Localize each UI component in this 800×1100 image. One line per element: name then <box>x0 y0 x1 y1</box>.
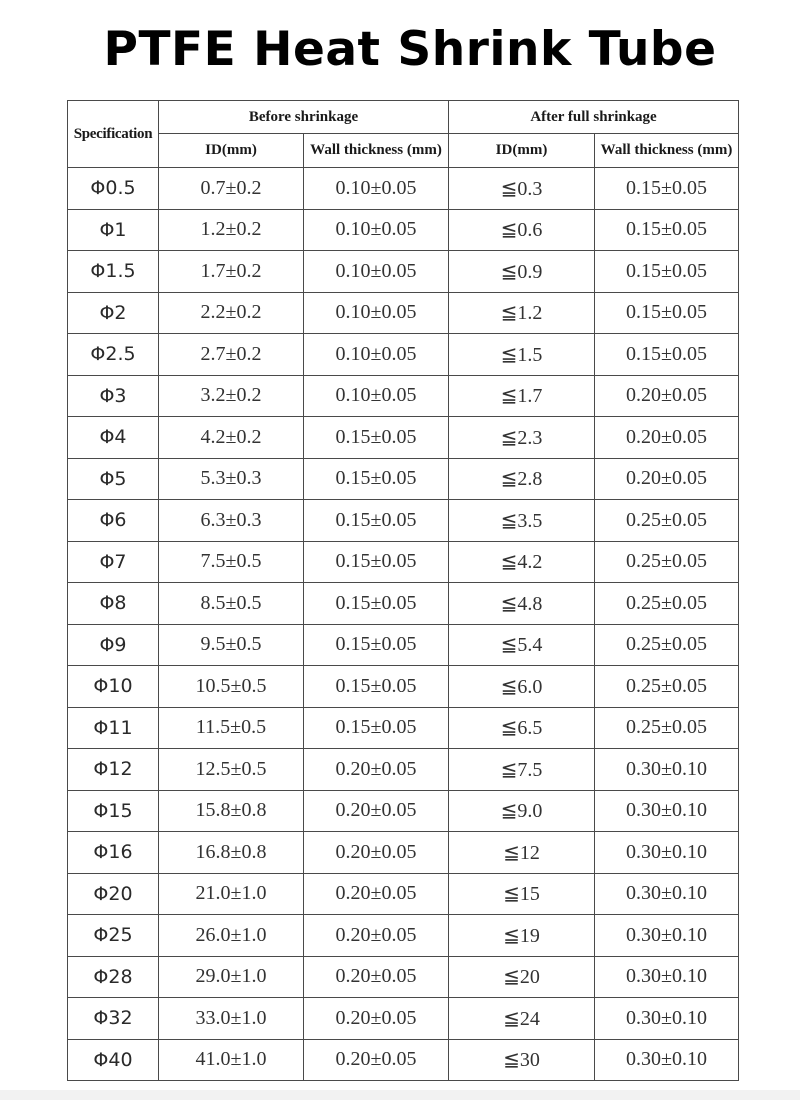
table-row <box>68 790 739 832</box>
cell-after-wall: 0.25±0.05 <box>595 624 739 666</box>
cell-after-id: ≦30 <box>449 1039 595 1081</box>
cell-after-wall: 0.30±0.10 <box>595 1039 739 1081</box>
header-before-id: ID(mm) <box>159 134 304 168</box>
cell-specification: Φ16 <box>68 832 159 874</box>
cell-before-id: 5.3±0.3 <box>159 458 304 500</box>
cell-before-wall: 0.20±0.05 <box>304 956 449 998</box>
table-row <box>68 915 739 957</box>
cell-before-wall: 0.15±0.05 <box>304 583 449 625</box>
cell-before-wall: 0.15±0.05 <box>304 707 449 749</box>
cell-specification: Φ28 <box>68 956 159 998</box>
cell-after-id: ≦24 <box>449 998 595 1040</box>
cell-after-wall: 0.30±0.10 <box>595 873 739 915</box>
header-after-shrinkage: After full shrinkage <box>449 101 739 134</box>
cell-after-id: ≦4.2 <box>449 541 595 583</box>
cell-after-wall: 0.15±0.05 <box>595 168 739 210</box>
cell-specification: Φ32 <box>68 998 159 1040</box>
cell-specification: Φ6 <box>68 500 159 542</box>
cell-before-id: 6.3±0.3 <box>159 500 304 542</box>
cell-specification: Φ4 <box>68 417 159 459</box>
cell-specification: Φ20 <box>68 873 159 915</box>
table-body <box>68 168 739 1081</box>
cell-before-wall: 0.15±0.05 <box>304 541 449 583</box>
cell-after-id: ≦5.4 <box>449 624 595 666</box>
table-row <box>68 1039 739 1081</box>
cell-before-wall: 0.20±0.05 <box>304 873 449 915</box>
cell-before-wall: 0.10±0.05 <box>304 292 449 334</box>
cell-before-id: 11.5±0.5 <box>159 707 304 749</box>
cell-after-wall: 0.20±0.05 <box>595 458 739 500</box>
table-row <box>68 624 739 666</box>
table-row <box>68 458 739 500</box>
cell-before-wall: 0.15±0.05 <box>304 458 449 500</box>
cell-after-wall: 0.25±0.05 <box>595 707 739 749</box>
cell-after-wall: 0.25±0.05 <box>595 666 739 708</box>
cell-after-id: ≦7.5 <box>449 749 595 791</box>
cell-after-wall: 0.15±0.05 <box>595 209 739 251</box>
header-before-wall: Wall thickness (mm) <box>304 134 449 168</box>
cell-after-wall: 0.25±0.05 <box>595 583 739 625</box>
cell-before-wall: 0.15±0.05 <box>304 624 449 666</box>
table-row <box>68 292 739 334</box>
cell-before-id: 7.5±0.5 <box>159 541 304 583</box>
table-row <box>68 417 739 459</box>
cell-before-wall: 0.20±0.05 <box>304 749 449 791</box>
cell-before-wall: 0.10±0.05 <box>304 251 449 293</box>
cell-after-id: ≦0.9 <box>449 251 595 293</box>
cell-after-wall: 0.15±0.05 <box>595 334 739 376</box>
cell-specification: Φ1 <box>68 209 159 251</box>
cell-before-wall: 0.10±0.05 <box>304 375 449 417</box>
cell-after-id: ≦1.7 <box>449 375 595 417</box>
cell-after-id: ≦0.6 <box>449 209 595 251</box>
header-specification: Specification <box>68 101 159 168</box>
cell-before-id: 0.7±0.2 <box>159 168 304 210</box>
header-row-groups <box>68 101 739 134</box>
cell-specification: Φ1.5 <box>68 251 159 293</box>
table-row <box>68 707 739 749</box>
cell-specification: Φ5 <box>68 458 159 500</box>
table-row <box>68 956 739 998</box>
table-row <box>68 209 739 251</box>
cell-before-id: 2.7±0.2 <box>159 334 304 376</box>
cell-after-id: ≦0.3 <box>449 168 595 210</box>
cell-after-wall: 0.30±0.10 <box>595 749 739 791</box>
cell-before-wall: 0.10±0.05 <box>304 334 449 376</box>
cell-specification: Φ11 <box>68 707 159 749</box>
cell-after-wall: 0.30±0.10 <box>595 832 739 874</box>
cell-specification: Φ15 <box>68 790 159 832</box>
cell-after-id: ≦20 <box>449 956 595 998</box>
cell-before-wall: 0.15±0.05 <box>304 500 449 542</box>
table-row <box>68 998 739 1040</box>
cell-before-wall: 0.15±0.05 <box>304 417 449 459</box>
table-row <box>68 251 739 293</box>
cell-before-wall: 0.15±0.05 <box>304 666 449 708</box>
cell-before-id: 12.5±0.5 <box>159 749 304 791</box>
table-row <box>68 873 739 915</box>
cell-after-wall: 0.15±0.05 <box>595 251 739 293</box>
cell-before-id: 26.0±1.0 <box>159 915 304 957</box>
cell-after-wall: 0.30±0.10 <box>595 915 739 957</box>
cell-before-id: 21.0±1.0 <box>159 873 304 915</box>
cell-before-id: 33.0±1.0 <box>159 998 304 1040</box>
cell-specification: Φ25 <box>68 915 159 957</box>
cell-after-wall: 0.20±0.05 <box>595 375 739 417</box>
cell-before-wall: 0.20±0.05 <box>304 790 449 832</box>
cell-before-wall: 0.10±0.05 <box>304 168 449 210</box>
cell-before-wall: 0.20±0.05 <box>304 915 449 957</box>
spec-table <box>67 100 739 1081</box>
cell-after-wall: 0.20±0.05 <box>595 417 739 459</box>
cell-specification: Φ40 <box>68 1039 159 1081</box>
cell-before-id: 1.7±0.2 <box>159 251 304 293</box>
cell-after-wall: 0.30±0.10 <box>595 956 739 998</box>
cell-specification: Φ2.5 <box>68 334 159 376</box>
cell-before-wall: 0.20±0.05 <box>304 998 449 1040</box>
cell-before-id: 1.2±0.2 <box>159 209 304 251</box>
table-row <box>68 375 739 417</box>
cell-after-id: ≦15 <box>449 873 595 915</box>
cell-after-id: ≦2.8 <box>449 458 595 500</box>
cell-specification: Φ0.5 <box>68 168 159 210</box>
cell-specification: Φ7 <box>68 541 159 583</box>
cell-after-id: ≦9.0 <box>449 790 595 832</box>
cell-before-id: 3.2±0.2 <box>159 375 304 417</box>
cell-before-id: 8.5±0.5 <box>159 583 304 625</box>
cell-after-id: ≦6.5 <box>449 707 595 749</box>
table-row <box>68 541 739 583</box>
cell-after-wall: 0.15±0.05 <box>595 292 739 334</box>
header-before-shrinkage: Before shrinkage <box>159 101 449 134</box>
cell-specification: Φ8 <box>68 583 159 625</box>
cell-specification: Φ12 <box>68 749 159 791</box>
cell-specification: Φ10 <box>68 666 159 708</box>
cell-before-id: 16.8±0.8 <box>159 832 304 874</box>
cell-before-id: 29.0±1.0 <box>159 956 304 998</box>
cell-before-id: 15.8±0.8 <box>159 790 304 832</box>
cell-before-id: 41.0±1.0 <box>159 1039 304 1081</box>
cell-after-id: ≦6.0 <box>449 666 595 708</box>
cell-before-wall: 0.20±0.05 <box>304 832 449 874</box>
cell-before-id: 9.5±0.5 <box>159 624 304 666</box>
page-bottom-edge <box>0 1090 800 1100</box>
header-after-wall: Wall thickness (mm) <box>595 134 739 168</box>
cell-before-id: 2.2±0.2 <box>159 292 304 334</box>
page-title: PTFE Heat Shrink Tube <box>103 22 717 77</box>
table-row <box>68 334 739 376</box>
cell-after-id: ≦19 <box>449 915 595 957</box>
table-row <box>68 500 739 542</box>
table-row <box>68 168 739 210</box>
cell-specification: Φ2 <box>68 292 159 334</box>
cell-before-id: 4.2±0.2 <box>159 417 304 459</box>
cell-before-wall: 0.10±0.05 <box>304 209 449 251</box>
cell-after-wall: 0.25±0.05 <box>595 500 739 542</box>
cell-after-wall: 0.30±0.10 <box>595 998 739 1040</box>
cell-after-wall: 0.25±0.05 <box>595 541 739 583</box>
cell-after-id: ≦12 <box>449 832 595 874</box>
table-row <box>68 749 739 791</box>
cell-specification: Φ9 <box>68 624 159 666</box>
table-row <box>68 832 739 874</box>
table-row <box>68 666 739 708</box>
header-row-columns <box>68 134 739 168</box>
cell-after-id: ≦1.2 <box>449 292 595 334</box>
cell-after-id: ≦4.8 <box>449 583 595 625</box>
cell-before-id: 10.5±0.5 <box>159 666 304 708</box>
cell-before-wall: 0.20±0.05 <box>304 1039 449 1081</box>
cell-after-id: ≦2.3 <box>449 417 595 459</box>
cell-specification: Φ3 <box>68 375 159 417</box>
table-row <box>68 583 739 625</box>
cell-after-id: ≦3.5 <box>449 500 595 542</box>
cell-after-wall: 0.30±0.10 <box>595 790 739 832</box>
header-after-id: ID(mm) <box>449 134 595 168</box>
cell-after-id: ≦1.5 <box>449 334 595 376</box>
